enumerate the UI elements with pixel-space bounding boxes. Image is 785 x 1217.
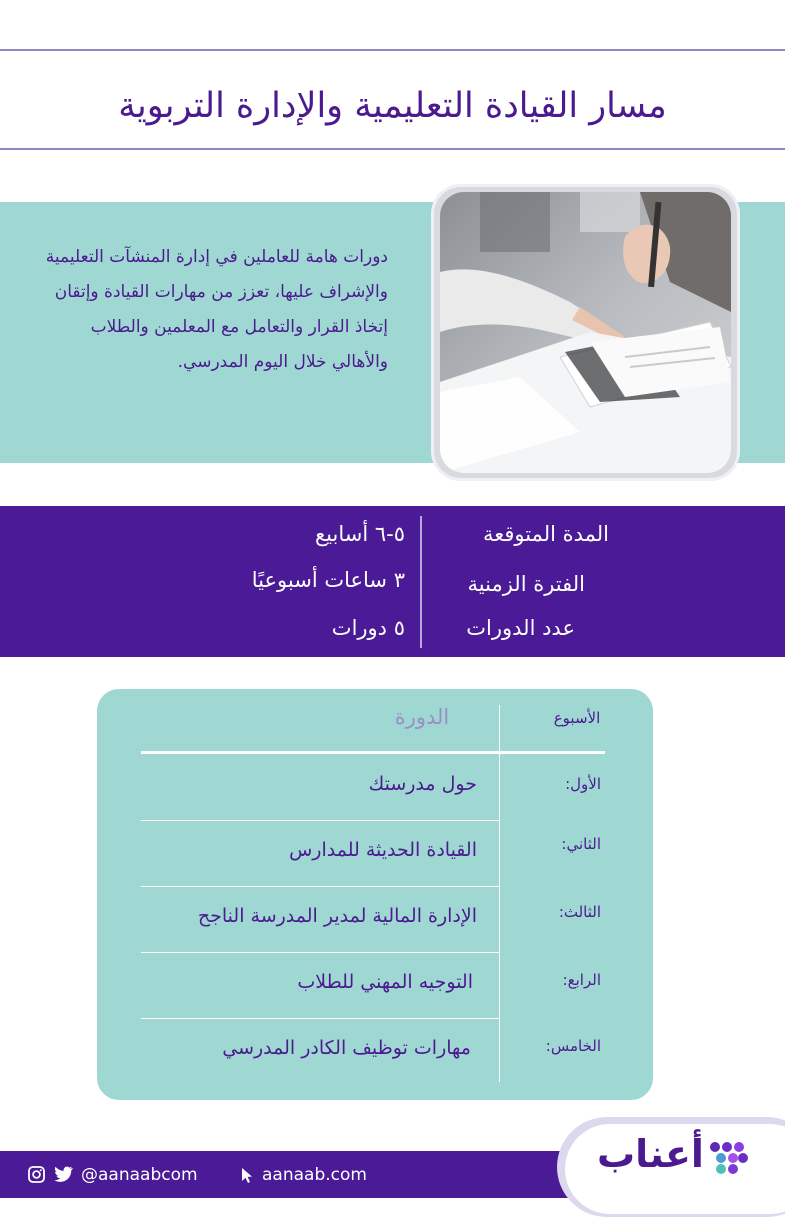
row-divider [141,820,499,821]
stat-label-count: عدد الدورات [466,616,575,640]
stat-value-count: ٥ دورات [331,616,405,640]
week-label: الثاني: [561,835,601,853]
course-column-header: الدورة [394,705,450,729]
week-label: الرابع: [562,971,601,989]
grapes-logo-icon [707,1139,749,1177]
week-column-header: الأسبوع [553,709,601,727]
top-rule [0,49,785,51]
row-divider [141,886,499,887]
photo-frame [431,184,740,481]
brand-logo-text[interactable]: أعناب [597,1132,704,1176]
course-name: التوجيه المهني للطلاب [297,971,473,993]
course-name: الإدارة المالية لمدير المدرسة الناجح [197,905,477,927]
course-name: حول مدرستك [368,773,477,795]
course-name: مهارات توظيف الكادر المدرسي [222,1037,471,1059]
twitter-icon[interactable] [53,1166,73,1183]
course-name: القيادة الحديثة للمدارس [289,839,477,861]
intro-description: دورات هامة للعاملين في إدارة المنشآت التعليمية والإشراف عليها، تعزز من مهارات القيادة وإتقان إتخاذ القرار والتعامل مع المعلمين والطلاب والأهالي خلال اليوم المدرسي. [45,247,388,372]
column-divider [499,705,500,1082]
social-handle[interactable]: @aanaabcom [81,1165,198,1185]
header-rule [141,751,605,754]
stat-label-duration: المدة المتوقعة [482,522,609,546]
stats-band [0,506,785,657]
week-label: الثالث: [558,903,601,921]
instagram-icon[interactable] [28,1166,45,1183]
page-title: مسار القيادة التعليمية والإدارة التربوية [118,86,667,126]
website-link[interactable]: aanaab.com [262,1165,367,1185]
row-divider [141,1018,499,1019]
hands-signing-document-photo [440,192,731,473]
title-rule [0,148,785,150]
stats-divider [420,516,422,648]
schedule-card [97,689,653,1100]
cursor-icon [241,1167,254,1184]
week-label: الخامس: [545,1037,601,1055]
stat-label-period: الفترة الزمنية [467,572,585,596]
stat-value-period: ٣ ساعات أسبوعيًا [251,568,405,592]
week-label: الأول: [565,775,601,793]
stat-value-duration: ٥-٦ أسابيع [314,522,405,546]
row-divider [141,952,499,953]
